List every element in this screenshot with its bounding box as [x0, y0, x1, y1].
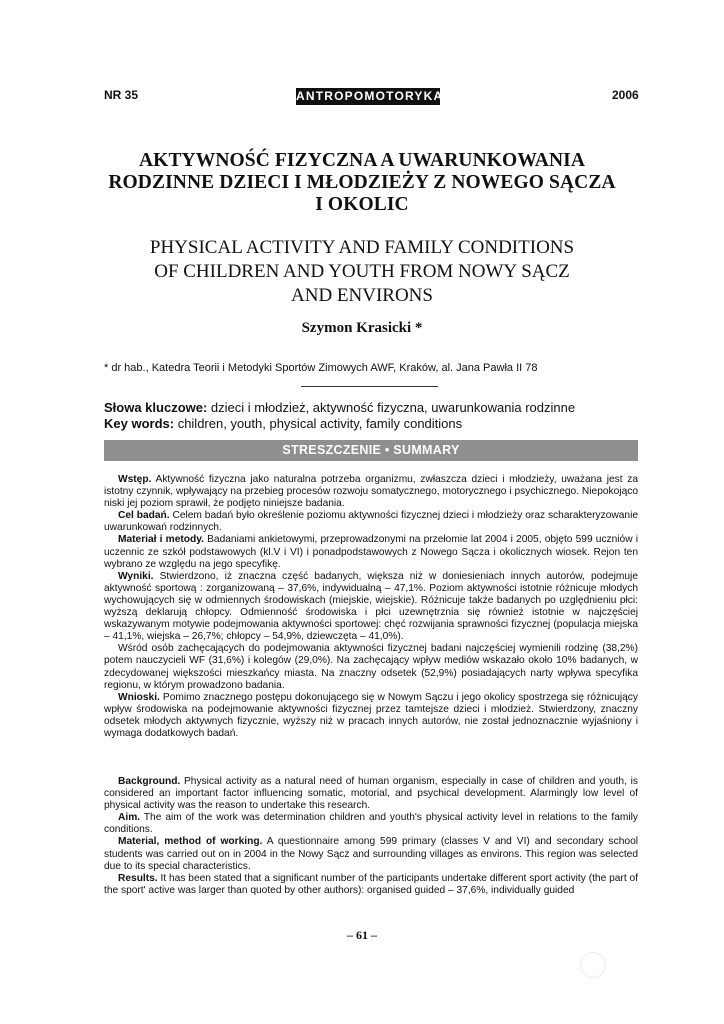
abstract-paragraph [104, 776, 638, 812]
paragraph-text: The aim of the work was determination children and youth's physical activity level in relations to the family conditions. [104, 812, 638, 836]
title-english-line: PHYSICAL ACTIVITY AND FAMILY CONDITIONS [149, 237, 575, 258]
keywords-polish-text: dzieci i młodzież, aktywność fizyczna, uwarunkowania rodzinne [207, 400, 576, 415]
abstract-polish [104, 474, 638, 740]
title-polish [70, 150, 654, 216]
abstract-english [104, 776, 638, 897]
paragraph-label: Background. [118, 776, 181, 787]
abstract-paragraph [104, 643, 638, 691]
keywords-polish-label: Słowa kluczowe: [104, 400, 208, 415]
paragraph-text: Celem badań było określenie poziomu aktywności fizycznej dzieci i młodzieży oraz scharakteryzowanie uwarunkowań rodzinnych. [104, 510, 638, 534]
keywords-polish [104, 400, 575, 416]
summary-section-header: STRESZCZENIE • SUMMARY [104, 440, 638, 461]
paragraph-label: Wnioski. [118, 691, 160, 703]
paragraph-text: Pomimo znacznego postępu dokonującego się w Nowym Sączu i jego okolicy spostrzega się różnicujący wpływ środowiska na podejmowanie aktywności fizycznej przez tamtejsze dzieci i młodzież. Stwierdzony, znaczny odsetek młodych aktywnych fizycznie, wyższy niż w pracach innych autorów, nie został jednoznacznie wyjaśniony i wymaga dodatkowych badań. [104, 691, 638, 739]
title-polish-line: AKTYWNOŚĆ FIZYCZNA A UWARUNKOWANIA [139, 150, 585, 171]
abstract-paragraph [104, 534, 638, 570]
paragraph-text: Physical activity as a natural need of human organism, especially in case of children and youth, is considered an important factor influencing somatic, motorial, and psychical development. Alarmingly low level of physical activity was the reason to undertake this research. [104, 776, 638, 812]
title-english-line: OF CHILDREN AND YOUTH FROM NOWY SĄCZ [154, 261, 570, 282]
abstract-paragraph [104, 510, 638, 534]
abstract-paragraph [104, 692, 638, 740]
paragraph-label: Materiał i metody. [118, 534, 204, 546]
paragraph-text: It has been stated that a significant number of the participants undertake different sport activity (the part of the sport' active was larger than quoted by other authors): organised guided – 37,6%, individually guided [104, 872, 638, 896]
abstract-paragraph [104, 571, 638, 644]
divider-line [301, 386, 438, 387]
title-english [70, 236, 654, 308]
page-number: – 61 – [347, 928, 377, 942]
author-name: Szymon Krasicki * [301, 320, 423, 336]
author-affiliation: * dr hab., Katedra Teorii i Metodyki Sportów Zimowych AWF, Kraków, al. Jana Pawła II 78 [104, 362, 538, 374]
paragraph-label: Aim. [118, 812, 141, 824]
title-polish-line: I OKOLIC [315, 194, 409, 215]
paragraph-label: Material, method of working. [118, 836, 263, 848]
keywords-english-label: Key words: [104, 416, 175, 431]
paragraph-label: Wyniki. [118, 570, 154, 582]
keywords-english-text: children, youth, physical activity, family conditions [174, 416, 463, 431]
issue-year: 2006 [612, 88, 639, 102]
abstract-paragraph [104, 812, 638, 836]
paragraph-text: A questionnaire among 599 primary (classes V and VI) and secondary school students was carried out on in 2004 in the Nowy Sącz and surrounding villages as environs. This region was selected due to its special characteristics. [104, 836, 638, 872]
watermark-seal-icon [580, 952, 606, 978]
title-english-line: AND ENVIRONS [291, 285, 433, 306]
paragraph-text: Badaniami ankietowymi, przeprowadzonymi na przełomie lat 2004 i 2005, objęto 599 uczniów i uczennic ze szkół podstawowych (kl.V i VI) i ponadpodstawowych z Nowego Sącza i okolicznych wiosek. Rejon ten wybrano ze względu na jego specyfikę. [104, 534, 639, 570]
paragraph-label: Results. [118, 872, 158, 884]
keywords-english [104, 416, 575, 432]
issue-number: NR 35 [104, 88, 139, 102]
keywords-block [104, 400, 575, 432]
title-polish-line: RODZINNE DZIECI I MŁODZIEŻY Z NOWEGO SĄCZA [108, 172, 616, 193]
paragraph-label: Cel badań. [118, 510, 170, 522]
abstract-paragraph [104, 836, 638, 872]
journal-name-badge: ANTROPOMOTORYKA [296, 89, 444, 103]
paragraph-text: Stwierdzono, iż znaczna część badanych, większa niż w doniesieniach innych autorów, podejmuje aktywność sportową : zorganizowaną – 37,6%, indywidualną – 47,1%. Poziom aktywności istotnie różnicuje młodych wychowujących się w odmiennych środowiskach (miejskie, wiejskie). Różnicuje także badanych po uzględnieniu płci: wyższą deklarują chłopcy. Odmienność środowiska i płci uzewnętrznia się również istotnie w najczęściej wskazywanym motywie podejmowania aktywności sportowej: chęć rozwijania sprawności fizycznej (populacja miejska – 41,1%, wiejska – 26,7%; chłopcy – 54,9%, dziewczęta – 41,0%). [104, 570, 638, 643]
paragraph-label: Wstęp. [118, 474, 152, 485]
paragraph-text: Aktywność fizyczna jako naturalna potrzeba organizmu, zwłaszcza dzieci i młodzieży, uważana jest za istotny czynnik, wpływający na przebieg procesów rozwoju somatycznego, motorycznego i psychicznego. Niepokojąco niski jej poziom sprawił, że podjęto niniejsze badania. [104, 474, 638, 510]
paragraph-text: Wśród osób zachęcających do podejmowania aktywności fizycznej badani najczęściej wymienili rodzinę (38,2%) potem nauczycieli WF (31,6%) i kolegów (29,0%). Na zachęcający wpływ mediów wskazało około 10% badanych, w zdecydowanej większości mieszkańcy miasta. Na znaczny odsetek (52,9%) posiadających narty wpływa specyfika regionu, w którym prowadzono badania. [104, 643, 638, 691]
abstract-paragraph [104, 873, 638, 897]
abstract-paragraph [104, 474, 638, 510]
